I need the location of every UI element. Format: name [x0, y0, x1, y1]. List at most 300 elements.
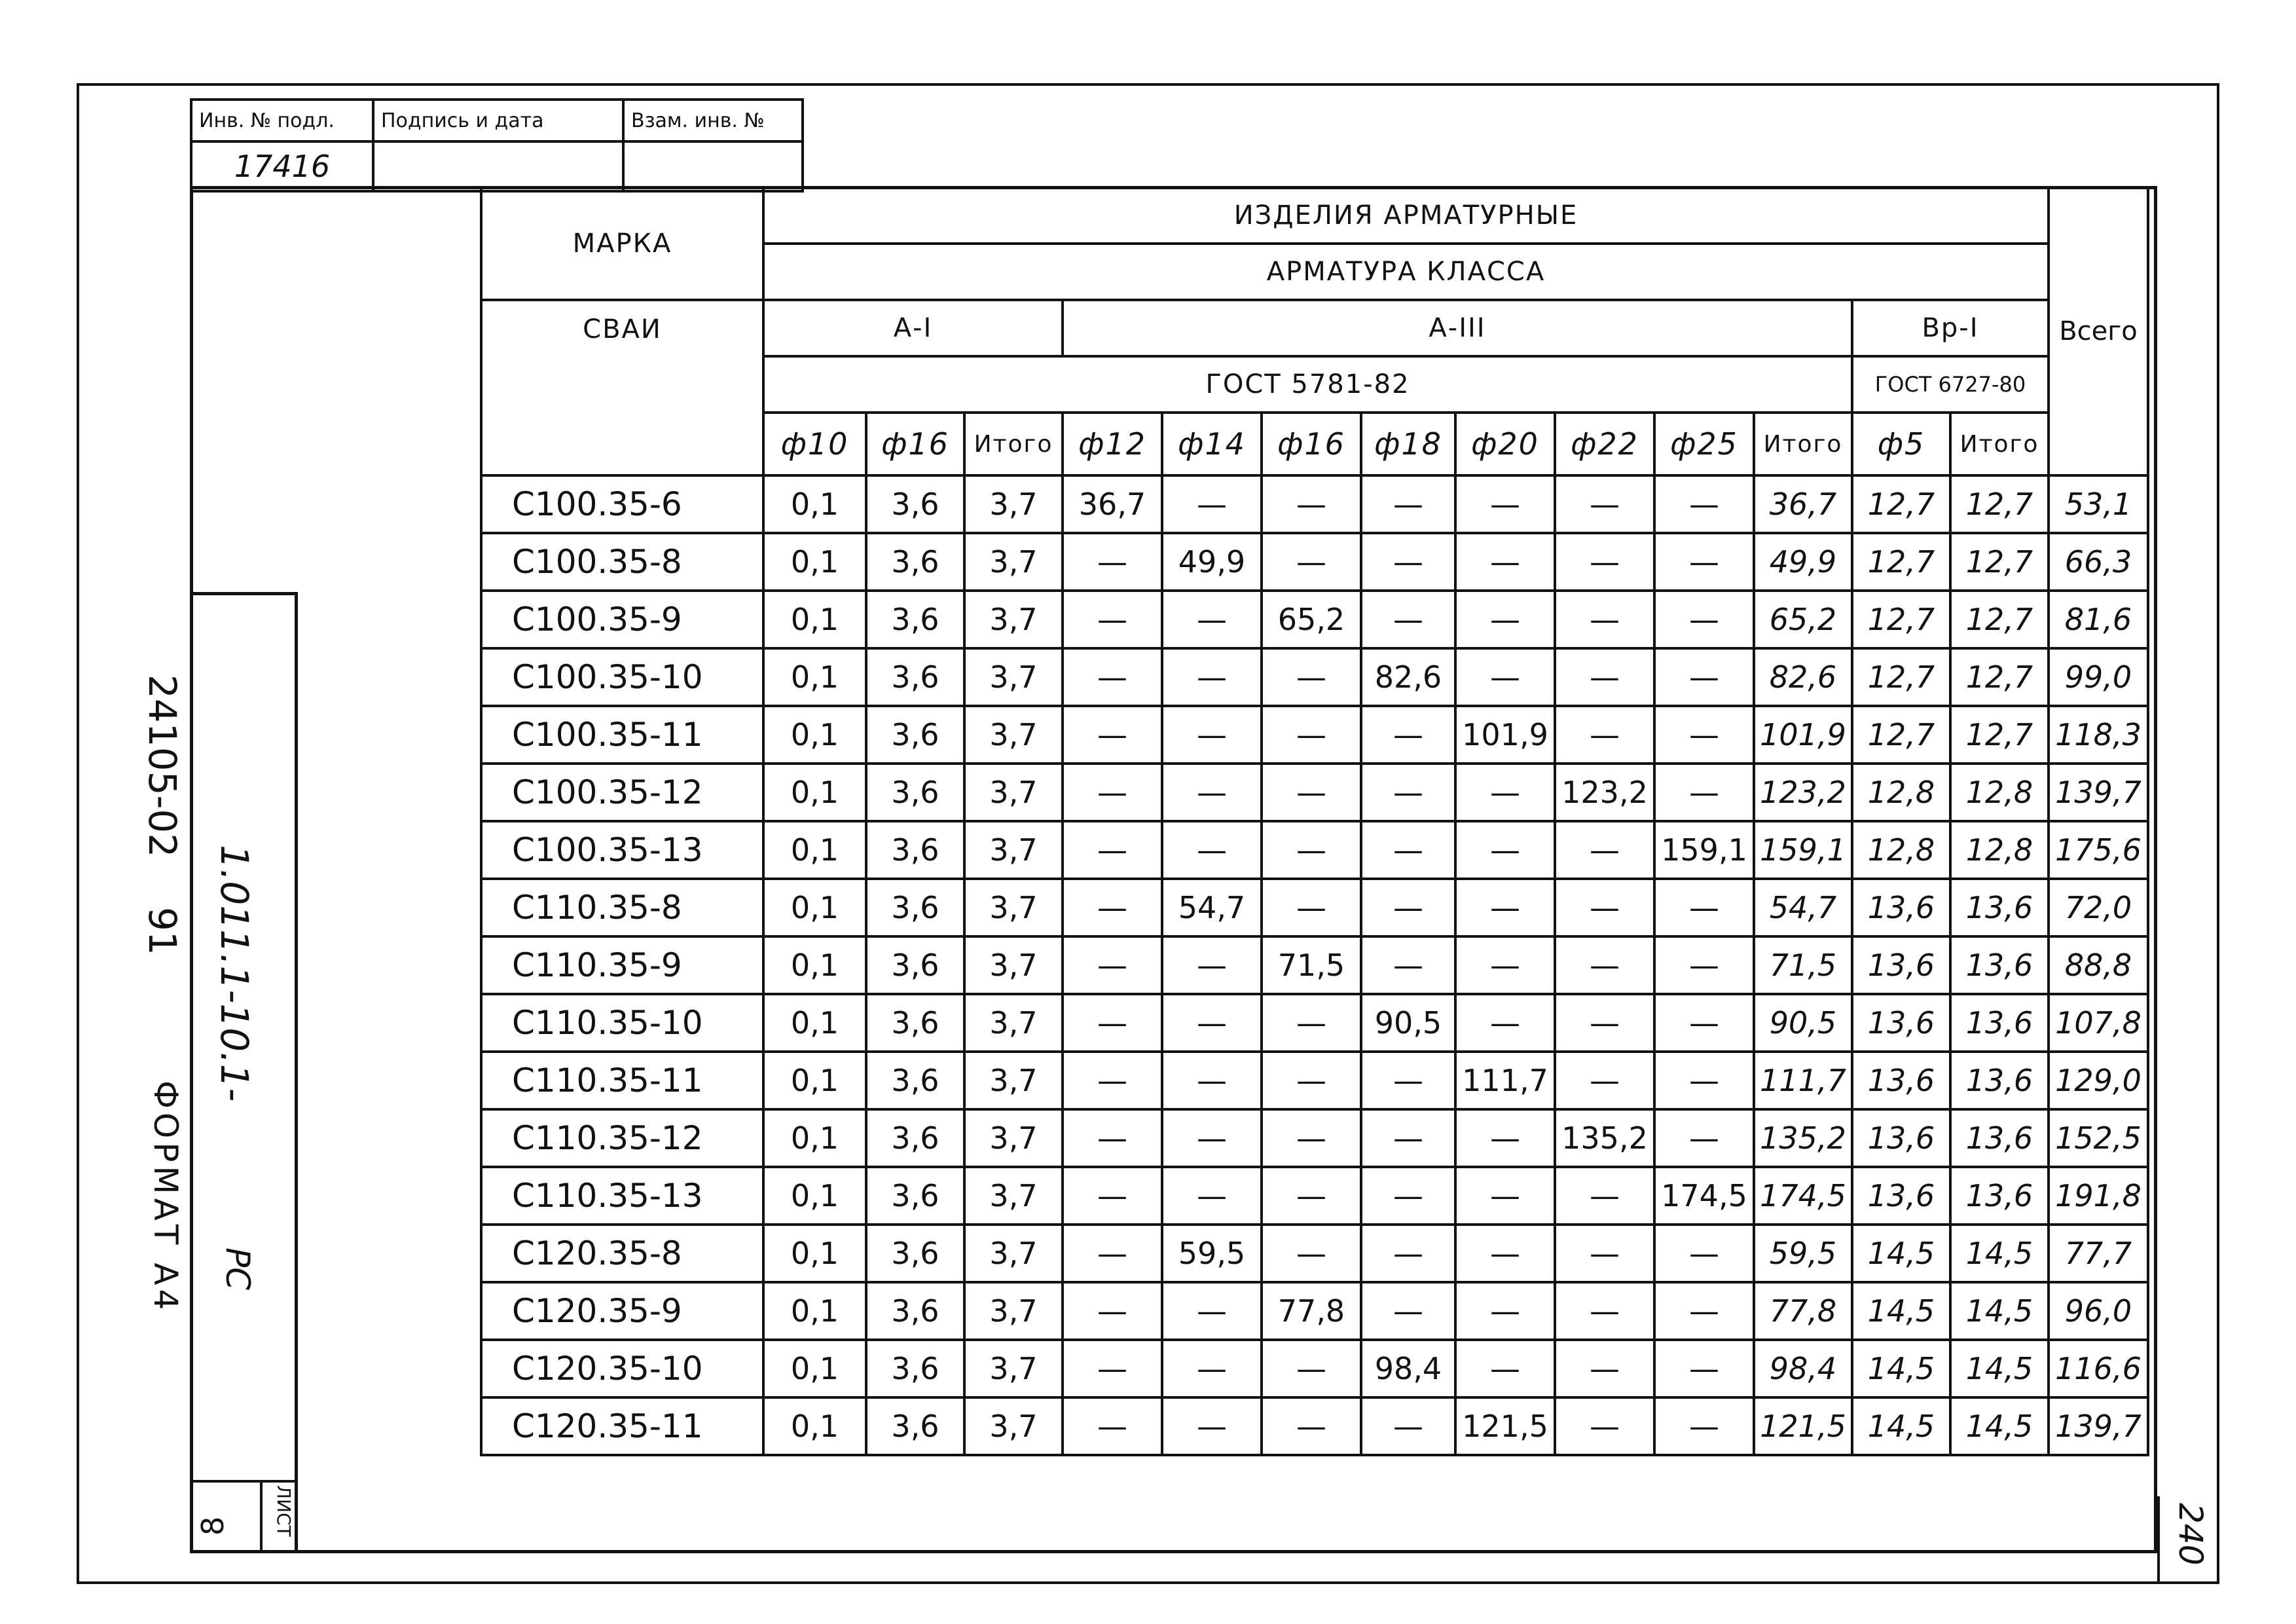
cell-value: 152,5 [2049, 1109, 2148, 1167]
cell-value: 3,7 [964, 1397, 1063, 1455]
cell-value: — [1455, 1340, 1555, 1397]
cell-value: 71,5 [1754, 936, 1852, 994]
header-class-a3: А-III [1063, 300, 1852, 356]
cell-value: 3,6 [866, 591, 964, 648]
cell-value: 82,6 [1754, 648, 1852, 706]
sheet-divider [260, 1480, 263, 1553]
cell-value: 111,7 [1455, 1052, 1555, 1109]
cell-value: 13,6 [1950, 936, 2049, 994]
cell-value: — [1455, 1282, 1555, 1340]
cell-value: 3,7 [964, 1167, 1063, 1225]
cell-value: — [1361, 1397, 1455, 1455]
cell-value: — [1555, 994, 1654, 1052]
cell-value: 49,9 [1754, 533, 1852, 591]
cell-value: 3,7 [964, 1340, 1063, 1397]
cell-value: — [1361, 1167, 1455, 1225]
cell-value: 77,8 [1754, 1282, 1852, 1340]
cell-value: — [1063, 1282, 1162, 1340]
cell-value: 3,6 [866, 1167, 964, 1225]
cell-value: 65,2 [1262, 591, 1361, 648]
cell-value: 3,6 [866, 1397, 964, 1455]
cell-value: 13,6 [1852, 1109, 1950, 1167]
cell-value: 13,6 [1950, 1109, 2049, 1167]
cell-value: — [1063, 1109, 1162, 1167]
approval-stamp [190, 98, 804, 193]
subheader-a3-total: Итого [1754, 413, 1852, 475]
cell-value: — [1455, 1109, 1555, 1167]
cell-value: 49,9 [1162, 533, 1262, 591]
cell-value: — [1555, 1225, 1654, 1282]
cell-value: 54,7 [1162, 879, 1262, 936]
cell-value: — [1555, 533, 1654, 591]
cell-value: 139,7 [2049, 1397, 2148, 1455]
cell-value: 3,7 [964, 475, 1063, 533]
cell-value: 111,7 [1754, 1052, 1852, 1109]
cell-value: — [1361, 475, 1455, 533]
cell-value: 123,2 [1754, 764, 1852, 821]
cell-value: — [1555, 591, 1654, 648]
page-number: 240 [2172, 1503, 2210, 1566]
stamp-value-inv: 17416 [191, 141, 373, 191]
cell-value: — [1262, 1167, 1361, 1225]
cell-value: — [1162, 706, 1262, 764]
cell-mark: С110.35-9 [481, 936, 763, 994]
cell-value: — [1455, 648, 1555, 706]
cell-mark: С120.35-8 [481, 1225, 763, 1282]
cell-value: 14,5 [1950, 1282, 2049, 1340]
table-row [481, 591, 2148, 648]
cell-value: 135,2 [1754, 1109, 1852, 1167]
cell-value: 0,1 [763, 936, 866, 994]
cell-mark: С110.35-12 [481, 1109, 763, 1167]
cell-value: 12,8 [1852, 821, 1950, 879]
cell-value: — [1162, 1052, 1262, 1109]
header-mark: МАРКА [481, 187, 763, 300]
cell-value: — [1555, 936, 1654, 994]
cell-value: — [1654, 648, 1754, 706]
cell-mark: С100.35-11 [481, 706, 763, 764]
cell-value: 0,1 [763, 821, 866, 879]
table-row [481, 1167, 2148, 1225]
cell-value: — [1162, 936, 1262, 994]
cell-value: — [1262, 533, 1361, 591]
cell-value: 12,7 [1852, 648, 1950, 706]
subheader-a1-d16: ф16 [866, 413, 964, 475]
cell-mark: С120.35-9 [481, 1282, 763, 1340]
cell-value: 3,6 [866, 994, 964, 1052]
table-row [481, 1282, 2148, 1340]
cell-value: — [1063, 879, 1162, 936]
cell-value: — [1361, 879, 1455, 936]
cell-value: 14,5 [1950, 1340, 2049, 1397]
cell-value: — [1063, 1167, 1162, 1225]
stamp-header-signature: Подпись и дата [373, 100, 623, 141]
cell-value: 3,7 [964, 764, 1063, 821]
cell-value: — [1063, 1225, 1162, 1282]
cell-value: 3,6 [866, 1109, 964, 1167]
cell-value: 0,1 [763, 1109, 866, 1167]
cell-value: 59,5 [1754, 1225, 1852, 1282]
cell-value: — [1162, 764, 1262, 821]
sheet-label: ЛИСТ [273, 1485, 295, 1537]
cell-value: 13,6 [1852, 1167, 1950, 1225]
stamp-value-replace [623, 141, 803, 191]
cell-value: 121,5 [1754, 1397, 1852, 1455]
cell-value: 3,6 [866, 475, 964, 533]
reinforcement-table [480, 186, 2149, 1456]
cell-value: 191,8 [2049, 1167, 2148, 1225]
cell-value: — [1455, 475, 1555, 533]
cell-value: — [1361, 1282, 1455, 1340]
cell-value: 135,2 [1555, 1109, 1654, 1167]
cell-value: — [1063, 706, 1162, 764]
cell-value: — [1455, 1167, 1555, 1225]
cell-value: 36,7 [1063, 475, 1162, 533]
cell-value: 12,7 [1852, 591, 1950, 648]
cell-value: — [1654, 994, 1754, 1052]
cell-mark: С110.35-11 [481, 1052, 763, 1109]
table-row [481, 879, 2148, 936]
cell-value: 71,5 [1262, 936, 1361, 994]
table-row [481, 475, 2148, 533]
cell-value: 0,1 [763, 706, 866, 764]
cell-value: 3,6 [866, 1340, 964, 1397]
subheader-a3-d14: ф14 [1162, 413, 1262, 475]
cell-value: — [1555, 1397, 1654, 1455]
cell-value: 3,6 [866, 706, 964, 764]
cell-mark: С100.35-9 [481, 591, 763, 648]
cell-value: 123,2 [1555, 764, 1654, 821]
table-row [481, 706, 2148, 764]
cell-value: 3,6 [866, 1052, 964, 1109]
cell-value: 129,0 [2049, 1052, 2148, 1109]
cell-value: 3,7 [964, 936, 1063, 994]
cell-value: — [1555, 879, 1654, 936]
subheader-a3-d18: ф18 [1361, 413, 1455, 475]
cell-value: — [1654, 1109, 1754, 1167]
cell-value: 0,1 [763, 1052, 866, 1109]
cell-value: — [1361, 1052, 1455, 1109]
stamp-value-signature [373, 141, 623, 191]
cell-value: 3,7 [964, 879, 1063, 936]
cell-mark: С100.35-12 [481, 764, 763, 821]
cell-value: 90,5 [1361, 994, 1455, 1052]
cell-value: 3,7 [964, 994, 1063, 1052]
cell-value: — [1162, 1109, 1262, 1167]
cell-value: 0,1 [763, 1397, 866, 1455]
cell-value: 14,5 [1950, 1397, 2049, 1455]
subheader-a1-total: Итого [964, 413, 1063, 475]
cell-value: 139,7 [2049, 764, 2148, 821]
stamp-header-replace: Взам. инв. № [623, 100, 803, 141]
cell-value: 0,1 [763, 879, 866, 936]
cell-value: — [1262, 706, 1361, 764]
cell-value: 121,5 [1455, 1397, 1555, 1455]
cell-value: 0,1 [763, 591, 866, 648]
table-row [481, 1052, 2148, 1109]
cell-value: — [1361, 821, 1455, 879]
table-row [481, 936, 2148, 994]
cell-value: — [1262, 994, 1361, 1052]
cell-value: — [1162, 648, 1262, 706]
cell-value: 3,7 [964, 1052, 1063, 1109]
cell-value: 54,7 [1754, 879, 1852, 936]
cell-value: 82,6 [1361, 648, 1455, 706]
cell-value: — [1063, 648, 1162, 706]
cell-value: 12,8 [1852, 764, 1950, 821]
cell-value: 3,6 [866, 648, 964, 706]
cell-value: 159,1 [1654, 821, 1754, 879]
cell-value: 90,5 [1754, 994, 1852, 1052]
cell-value: — [1262, 1340, 1361, 1397]
cell-value: — [1162, 1282, 1262, 1340]
cell-value: — [1063, 1052, 1162, 1109]
cell-value: 3,6 [866, 879, 964, 936]
cell-value: 36,7 [1754, 475, 1852, 533]
cell-value: — [1555, 1167, 1654, 1225]
cell-value: — [1162, 994, 1262, 1052]
cell-value: 13,6 [1852, 1052, 1950, 1109]
table-row [481, 1397, 2148, 1455]
table-row [481, 764, 2148, 821]
cell-value: 13,6 [1852, 994, 1950, 1052]
cell-value: — [1555, 1282, 1654, 1340]
subheader-a3-d16: ф16 [1262, 413, 1361, 475]
cell-value: 0,1 [763, 1225, 866, 1282]
cell-value: 14,5 [1950, 1225, 2049, 1282]
cell-value: — [1654, 1052, 1754, 1109]
cell-value: 12,7 [1950, 648, 2049, 706]
cell-value: — [1555, 706, 1654, 764]
cell-mark: С120.35-10 [481, 1340, 763, 1397]
cell-value: — [1361, 936, 1455, 994]
cell-value: 98,4 [1754, 1340, 1852, 1397]
cell-value: 99,0 [2049, 648, 2148, 706]
doc-stage: РС [219, 1247, 257, 1291]
cell-value: 3,7 [964, 1282, 1063, 1340]
subheader-a3-d12: ф12 [1063, 413, 1162, 475]
cell-mark: С100.35-6 [481, 475, 763, 533]
cell-value: 3,7 [964, 533, 1063, 591]
cell-value: — [1063, 994, 1162, 1052]
cell-value: 96,0 [2049, 1282, 2148, 1340]
cell-value: 72,0 [2049, 879, 2148, 936]
cell-value: 14,5 [1852, 1282, 1950, 1340]
header-total: Всего [2049, 187, 2148, 475]
cell-value: — [1262, 879, 1361, 936]
cell-value: — [1555, 821, 1654, 879]
cell-value: 107,8 [2049, 994, 2148, 1052]
cell-value: — [1162, 475, 1262, 533]
header-mark-2: СВАИ [481, 300, 763, 475]
cell-value: — [1361, 706, 1455, 764]
cell-value: 0,1 [763, 764, 866, 821]
cell-value: 0,1 [763, 1282, 866, 1340]
cell-value: — [1262, 1109, 1361, 1167]
doc-year: 91 [140, 907, 185, 955]
cell-value: 12,7 [1950, 533, 2049, 591]
cell-value: 65,2 [1754, 591, 1852, 648]
table-row [481, 533, 2148, 591]
cell-mark: С100.35-13 [481, 821, 763, 879]
subheader-a1-d10: ф10 [763, 413, 866, 475]
cell-value: 13,6 [1950, 1167, 2049, 1225]
cell-value: 0,1 [763, 533, 866, 591]
table-row [481, 648, 2148, 706]
cell-value: — [1162, 821, 1262, 879]
cell-value: 13,6 [1852, 936, 1950, 994]
cell-value: 13,6 [1950, 994, 2049, 1052]
table-row [481, 994, 2148, 1052]
table-row [481, 821, 2148, 879]
cell-value: 116,6 [2049, 1340, 2148, 1397]
cell-value: — [1555, 1052, 1654, 1109]
cell-value: 12,7 [1852, 475, 1950, 533]
subheader-a3-d22: ф22 [1555, 413, 1654, 475]
subheader-bp1-total: Итого [1950, 413, 2049, 475]
cell-value: 174,5 [1654, 1167, 1754, 1225]
cell-value: — [1654, 936, 1754, 994]
cell-value: — [1262, 475, 1361, 533]
cell-value: 12,8 [1950, 821, 2049, 879]
cell-mark: С120.35-11 [481, 1397, 763, 1455]
cell-value: — [1455, 879, 1555, 936]
cell-value: — [1455, 936, 1555, 994]
cell-value: 3,6 [866, 821, 964, 879]
cell-value: 159,1 [1754, 821, 1852, 879]
cell-value: 12,7 [1950, 475, 2049, 533]
cell-value: 81,6 [2049, 591, 2148, 648]
cell-value: 3,6 [866, 1282, 964, 1340]
subheader-bp1-d5: ф5 [1852, 413, 1950, 475]
cell-value: 0,1 [763, 475, 866, 533]
cell-value: — [1063, 591, 1162, 648]
cell-value: — [1361, 1109, 1455, 1167]
cell-value: — [1654, 1282, 1754, 1340]
cell-value: 12,8 [1950, 764, 2049, 821]
subheader-a3-d20: ф20 [1455, 413, 1555, 475]
cell-value: — [1654, 706, 1754, 764]
table-row [481, 1340, 2148, 1397]
cell-value: — [1063, 936, 1162, 994]
cell-value: — [1361, 764, 1455, 821]
cell-value: — [1262, 1225, 1361, 1282]
cell-value: — [1654, 475, 1754, 533]
cell-value: — [1555, 1340, 1654, 1397]
sheet-number: 8 [195, 1516, 230, 1536]
header-class-title: АРМАТУРА КЛАССА [763, 244, 2049, 300]
cell-value: — [1063, 821, 1162, 879]
cell-value: — [1063, 533, 1162, 591]
cell-value: 3,7 [964, 1109, 1063, 1167]
cell-value: — [1654, 879, 1754, 936]
cell-value: 175,6 [2049, 821, 2148, 879]
table-body [481, 475, 2148, 1455]
cell-value: 77,8 [1262, 1282, 1361, 1340]
cell-value: — [1555, 648, 1654, 706]
cell-value: 0,1 [763, 1167, 866, 1225]
cell-value: 174,5 [1754, 1167, 1852, 1225]
header-group-title: ИЗДЕЛИЯ АРМАТУРНЫЕ [763, 187, 2049, 244]
cell-value: 14,5 [1852, 1397, 1950, 1455]
doc-code: 24105-02 [140, 674, 185, 858]
cell-value: — [1262, 1052, 1361, 1109]
cell-value: — [1262, 648, 1361, 706]
cell-value: 3,6 [866, 936, 964, 994]
cell-value: 3,7 [964, 706, 1063, 764]
cell-value: 59,5 [1162, 1225, 1262, 1282]
cell-value: — [1654, 533, 1754, 591]
cell-value: — [1455, 1225, 1555, 1282]
cell-value: — [1162, 1340, 1262, 1397]
cell-value: — [1162, 1167, 1262, 1225]
cell-value: 13,6 [1950, 1052, 2049, 1109]
cell-value: 12,7 [1852, 706, 1950, 764]
cell-value: 101,9 [1754, 706, 1852, 764]
cell-value: 12,7 [1950, 591, 2049, 648]
cell-value: 53,1 [2049, 475, 2148, 533]
cell-value: 12,7 [1950, 706, 2049, 764]
cell-value: — [1262, 764, 1361, 821]
cell-value: 13,6 [1852, 879, 1950, 936]
cell-value: 101,9 [1455, 706, 1555, 764]
cell-value: 3,7 [964, 1225, 1063, 1282]
cell-value: 3,7 [964, 648, 1063, 706]
cell-value: — [1063, 1397, 1162, 1455]
cell-value: 3,7 [964, 591, 1063, 648]
table-row [481, 1225, 2148, 1282]
cell-value: — [1063, 764, 1162, 821]
cell-value: — [1162, 591, 1262, 648]
cell-mark: С110.35-13 [481, 1167, 763, 1225]
cell-value: — [1555, 475, 1654, 533]
cell-value: — [1455, 533, 1555, 591]
cell-value: 3,6 [866, 1225, 964, 1282]
cell-value: 77,7 [2049, 1225, 2148, 1282]
cell-value: 0,1 [763, 648, 866, 706]
cell-mark: С110.35-10 [481, 994, 763, 1052]
cell-value: 3,6 [866, 533, 964, 591]
cell-value: 3,7 [964, 821, 1063, 879]
cell-value: — [1455, 994, 1555, 1052]
series-code: 1.011.1-10.1- [212, 845, 257, 1102]
cell-value: 14,5 [1852, 1340, 1950, 1397]
cell-value: — [1361, 1225, 1455, 1282]
cell-value: — [1654, 764, 1754, 821]
cell-value: 88,8 [2049, 936, 2148, 994]
cell-value: 98,4 [1361, 1340, 1455, 1397]
cell-value: — [1654, 591, 1754, 648]
sheet-format: ФОРМАТ А4 [147, 1080, 185, 1314]
cell-value: — [1063, 1340, 1162, 1397]
cell-value: 3,6 [866, 764, 964, 821]
cell-value: 0,1 [763, 1340, 866, 1397]
cell-mark: С100.35-10 [481, 648, 763, 706]
cell-value: 14,5 [1852, 1225, 1950, 1282]
header-class-a1: А-I [763, 300, 1063, 356]
cell-value: — [1361, 533, 1455, 591]
stamp-header-inv: Инв. № подл. [191, 100, 373, 141]
subheader-a3-d25: ф25 [1654, 413, 1754, 475]
cell-value: 13,6 [1950, 879, 2049, 936]
header-gost-b: ГОСТ 6727-80 [1852, 356, 2049, 413]
cell-value: 118,3 [2049, 706, 2148, 764]
cell-value: — [1654, 1340, 1754, 1397]
header-gost-a: ГОСТ 5781-82 [763, 356, 1852, 413]
cell-value: — [1455, 764, 1555, 821]
cell-value: — [1455, 591, 1555, 648]
cell-value: — [1455, 821, 1555, 879]
